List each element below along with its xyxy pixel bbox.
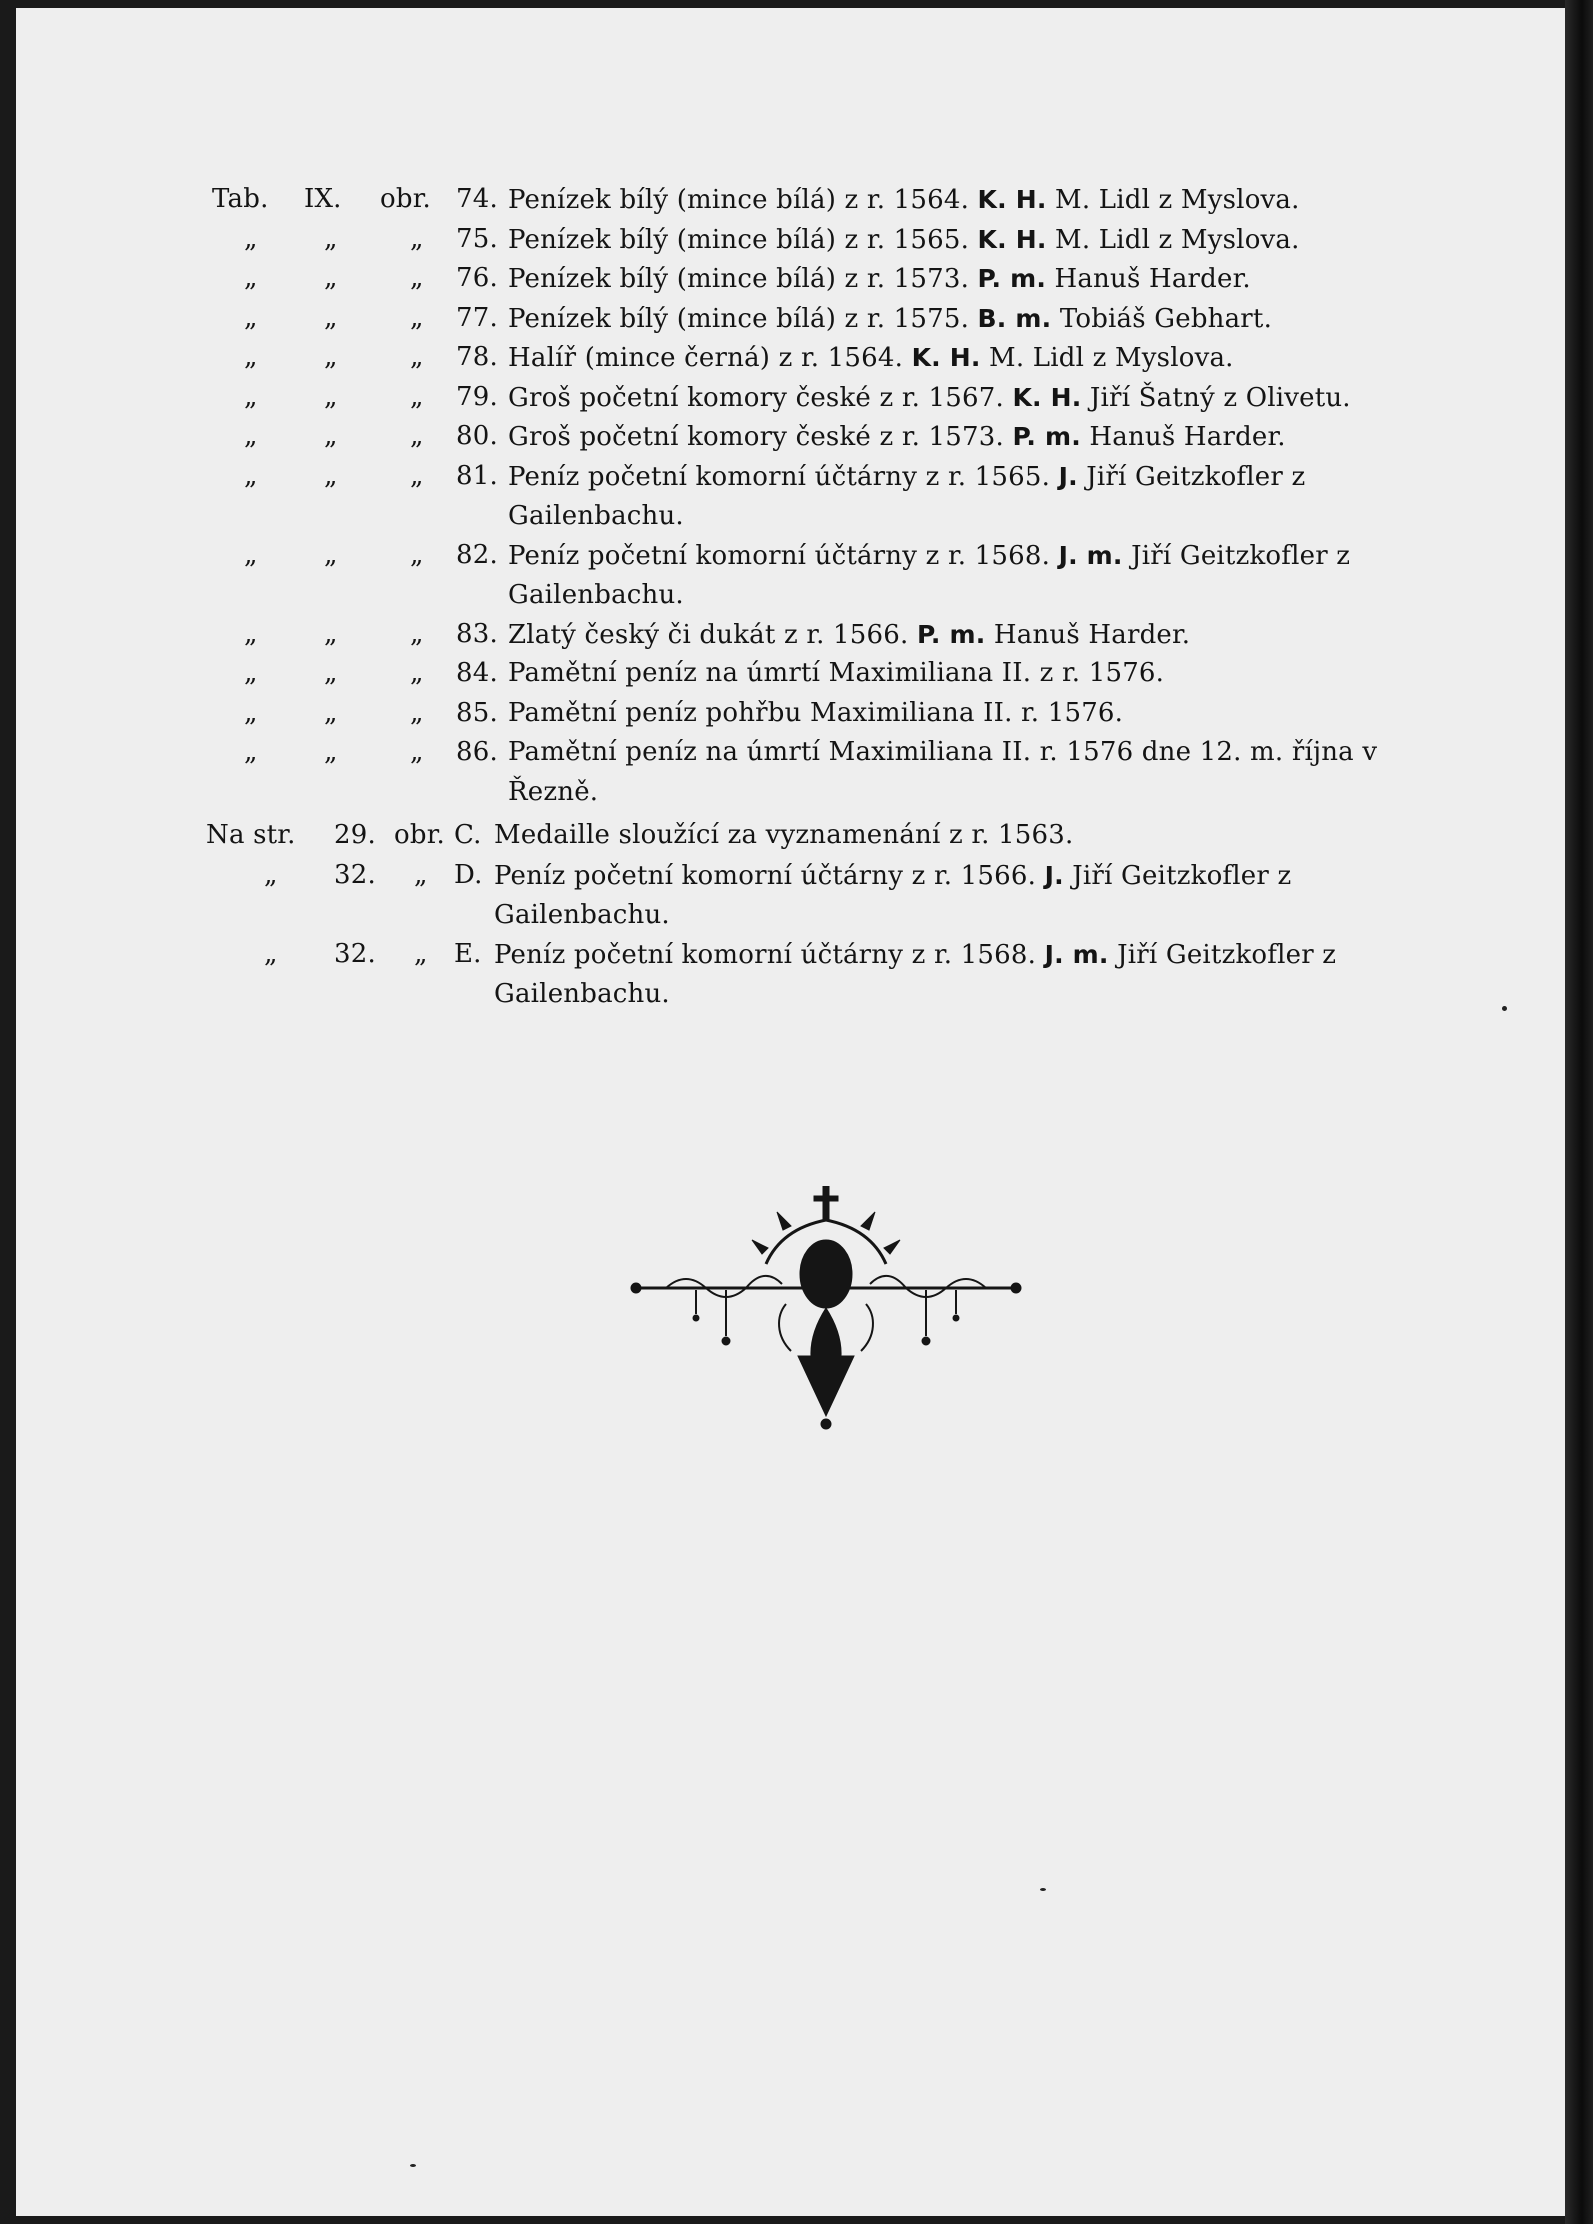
obr-label: obr. <box>394 820 445 850</box>
list-item <box>212 457 1442 536</box>
ditto-mark: „ <box>244 460 258 491</box>
speck <box>1502 1006 1507 1011</box>
item-number: 85. <box>456 697 498 728</box>
item-text: Pamětní peníz na úmrtí Maximiliana II. z r. 1576. <box>508 658 1165 688</box>
item-number: 76. <box>456 263 498 293</box>
mint-mark: P. m. <box>1012 422 1081 451</box>
item-number: 78. <box>456 342 498 372</box>
mint-mark: K. H. <box>1012 382 1082 412</box>
ditto-mark: „ <box>414 859 428 890</box>
item-number: 83. <box>456 618 498 649</box>
ditto-mark: „ <box>324 342 338 372</box>
item-number: 84. <box>456 658 498 688</box>
mint-mark: J. <box>1044 860 1064 890</box>
item-text: Peníz početní komorní účtárny z r. 1565. J. Jiří Geitzkofler z Gailenbachu. <box>508 461 1306 531</box>
ditto-mark: „ <box>244 539 258 570</box>
list-item <box>212 180 1442 220</box>
ditto-mark: „ <box>324 697 338 728</box>
ditto-mark: „ <box>410 618 424 649</box>
ditto-mark: „ <box>410 381 424 412</box>
ditto-mark: „ <box>410 539 424 570</box>
list-item <box>212 694 1442 734</box>
item-text: Medaille sloužící za vyznamenání z r. 1563. <box>494 820 1074 850</box>
list-item <box>212 935 1442 1014</box>
ditto-mark: „ <box>244 223 258 254</box>
ditto-mark: „ <box>324 460 338 491</box>
ornament-vignette <box>626 1186 1026 1436</box>
list-item <box>212 378 1442 418</box>
item-number: 75. <box>456 223 498 254</box>
item-text: Zlatý český či dukát z r. 1566. P. m. Hanuš Harder. <box>508 619 1191 650</box>
ditto-mark: „ <box>410 697 424 728</box>
figure-letter: E. <box>454 938 482 969</box>
ditto-mark: „ <box>244 381 258 412</box>
list-item <box>212 338 1442 378</box>
speck <box>1040 1888 1046 1891</box>
ditto-mark: „ <box>244 421 258 451</box>
list-item <box>212 259 1442 299</box>
ditto-mark: „ <box>264 938 278 969</box>
list-item <box>206 816 1442 856</box>
ditto-mark: „ <box>410 658 424 688</box>
mint-mark: B. m. <box>977 303 1052 333</box>
book-spine-edge <box>1565 0 1593 2224</box>
list-item <box>212 654 1442 694</box>
ditto-mark: „ <box>264 859 278 890</box>
ditto-mark: „ <box>324 539 338 570</box>
figure-letter: D. <box>454 859 483 890</box>
tab-label: Tab. <box>212 184 269 214</box>
ditto-mark: „ <box>410 342 424 372</box>
ditto-mark: „ <box>244 618 258 649</box>
mint-mark: P. m. <box>916 619 986 649</box>
ditto-mark: „ <box>244 342 258 372</box>
ditto-mark: „ <box>410 302 424 333</box>
list-item <box>212 417 1442 457</box>
item-text: Pamětní peníz pohřbu Maximiliana II. r. 1576. <box>508 697 1124 728</box>
item-text: Peníz početní komorní účtárny z r. 1568. J. m. Jiří Geitzkofler z Gailenbachu. <box>494 939 1337 1009</box>
ditto-mark: „ <box>324 302 338 333</box>
ditto-mark: „ <box>244 697 258 728</box>
list-item <box>212 733 1442 812</box>
item-text: Groš početní komory české z r. 1573. P. m. Hanuš Harder. <box>508 422 1286 452</box>
page-number: 32. <box>334 859 376 890</box>
na-str-label: Na str. <box>206 820 296 850</box>
ditto-mark: „ <box>324 223 338 254</box>
item-number: 77. <box>456 302 498 333</box>
mint-mark: K. H. <box>911 343 981 372</box>
ditto-mark: „ <box>410 421 424 451</box>
ditto-mark: „ <box>244 658 258 688</box>
tab-number: IX. <box>304 184 342 214</box>
item-number: 80. <box>456 421 498 451</box>
mint-mark: J. <box>1058 461 1078 491</box>
item-number: 74. <box>456 184 498 214</box>
ditto-mark: „ <box>410 263 424 293</box>
item-text: Peníz početní komorní účtárny z r. 1566. J. Jiří Geitzkofler z Gailenbachu. <box>494 860 1292 930</box>
list-item <box>212 299 1442 339</box>
ditto-mark: „ <box>324 658 338 688</box>
item-text: Penízek bílý (mince bílá) z r. 1565. K. H. M. Lidl z Myslova. <box>508 224 1300 255</box>
ditto-mark: „ <box>244 263 258 293</box>
speck <box>410 2164 416 2167</box>
figure-letter: C. <box>454 820 482 850</box>
item-text: Groš početní komory české z r. 1567. K. H. Jiří Šatný z Olivetu. <box>508 382 1351 413</box>
mint-mark: K. H. <box>977 224 1047 254</box>
item-text: Penízek bílý (mince bílá) z r. 1573. P. m. Hanuš Harder. <box>508 264 1251 294</box>
ditto-mark: „ <box>324 381 338 412</box>
item-text: Penízek bílý (mince bílá) z r. 1575. B. m. Tobiáš Gebhart. <box>508 303 1273 334</box>
page-number: 32. <box>334 938 376 969</box>
ditto-mark: „ <box>244 737 258 767</box>
item-number: 86. <box>456 737 498 767</box>
list-item <box>212 615 1442 655</box>
list-item <box>212 220 1442 260</box>
item-number: 82. <box>456 539 498 570</box>
ditto-mark: „ <box>410 737 424 767</box>
mint-mark: P. m. <box>977 264 1047 293</box>
ditto-mark: „ <box>414 938 428 969</box>
list-item <box>212 536 1442 615</box>
item-number: 81. <box>456 460 498 491</box>
ditto-mark: „ <box>324 421 338 451</box>
ditto-mark: „ <box>410 460 424 491</box>
item-text: Peníz početní komorní účtárny z r. 1568. J. m. Jiří Geitzkofler z Gailenbachu. <box>508 540 1351 610</box>
item-text: Halíř (mince černá) z r. 1564. K. H. M. Lidl z Myslova. <box>508 343 1234 373</box>
mint-mark: K. H. <box>977 185 1047 214</box>
ditto-mark: „ <box>324 618 338 649</box>
mint-mark: J. m. <box>1058 540 1123 570</box>
ditto-mark: „ <box>244 302 258 333</box>
mint-mark: J. m. <box>1044 939 1109 969</box>
plate-index <box>206 180 1442 1014</box>
obr-label: obr. <box>380 184 431 214</box>
item-number: 79. <box>456 381 498 412</box>
item-text: Penízek bílý (mince bílá) z r. 1564. K. H. M. Lidl z Myslova. <box>508 185 1300 215</box>
item-text: Pamětní peníz na úmrtí Maximiliana II. r. 1576 dne 12. m. října v Řezně. <box>508 737 1378 807</box>
document-page <box>16 8 1566 2216</box>
page-number: 29. <box>334 820 376 850</box>
ditto-mark: „ <box>410 223 424 254</box>
ditto-mark: „ <box>324 737 338 767</box>
list-item <box>212 856 1442 935</box>
ditto-mark: „ <box>324 263 338 293</box>
